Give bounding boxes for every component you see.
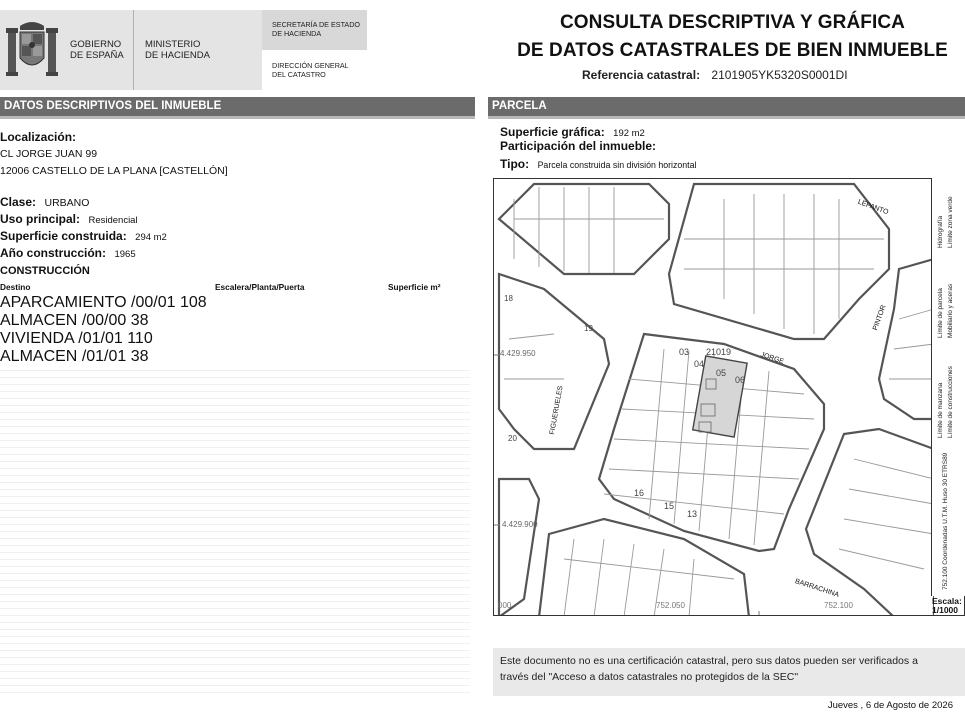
secretaria-label bbox=[272, 21, 360, 38]
ministerio-line1: MINISTERIO bbox=[145, 39, 201, 50]
parcel-number: 15 bbox=[664, 501, 675, 511]
cell-destino: ALMACEN bbox=[0, 312, 78, 329]
parcel-number: 03 bbox=[679, 347, 690, 357]
construccion-title: CONSTRUCCIÓN bbox=[0, 265, 90, 277]
notice-line1: Este documento no es una certificación catastral, pero sus datos pueden ser verificados a bbox=[500, 655, 918, 667]
construccion-table-body bbox=[0, 294, 470, 366]
reference-value: 2101905YK5320S0001DI bbox=[711, 68, 848, 82]
parcel-number: 13 bbox=[687, 509, 698, 519]
coord-label-y1: 4.429.950 bbox=[500, 349, 536, 358]
reference-label: Referencia catastral: bbox=[582, 68, 701, 82]
legend-item-manzana: Límite de manzana bbox=[937, 382, 944, 438]
parcela-section-bar: PARCELA bbox=[488, 97, 965, 116]
coord-label-y2: 4.429.900 bbox=[502, 520, 538, 529]
cell-superficie: 108 bbox=[179, 294, 207, 311]
table-row bbox=[0, 294, 470, 312]
street-label-pintor: PINTOR bbox=[872, 304, 888, 332]
anio-value: 1965 bbox=[114, 249, 136, 260]
parcel-number: 04 bbox=[694, 359, 705, 369]
coord-label-x1: 752.050 bbox=[656, 601, 685, 610]
verification-notice bbox=[493, 648, 965, 696]
gobierno-line1: GOBIERNO bbox=[70, 39, 122, 50]
header-escalera: Escalera/Planta/Puerta bbox=[215, 282, 305, 292]
legend-item-zona-verde: Límite zona verde bbox=[947, 196, 954, 248]
cell-epp: /00/01 bbox=[131, 294, 176, 311]
legend-item-mobiliario: Mobiliario y aceras bbox=[947, 283, 954, 338]
reference-line bbox=[582, 68, 848, 82]
legend-item-hidrografia: Hidrografía bbox=[937, 215, 944, 248]
cell-epp: /01/01 bbox=[81, 348, 127, 365]
divider bbox=[133, 10, 134, 90]
cell-epp: /00/00 bbox=[81, 312, 127, 329]
superficie-value: 294 m2 bbox=[135, 232, 167, 243]
cell-destino: VIVIENDA bbox=[0, 330, 74, 347]
sup-grafica-label: Superficie gráfica: bbox=[500, 125, 605, 139]
government-logo-block bbox=[0, 10, 262, 90]
cell-superficie: 38 bbox=[130, 312, 149, 329]
localizacion-label: Localización: bbox=[0, 130, 77, 144]
government-header bbox=[0, 10, 367, 90]
clase-row bbox=[0, 193, 89, 211]
sup-grafica-value: 192 m2 bbox=[613, 128, 645, 139]
scale-value: 1/1000 bbox=[932, 605, 958, 615]
gobierno-label bbox=[70, 39, 124, 61]
document-date: Jueves , 6 de Agosto de 2026 bbox=[827, 700, 953, 711]
gobierno-line2: DE ESPAÑA bbox=[70, 50, 124, 61]
participacion-label: Participación del inmueble: bbox=[500, 139, 657, 153]
legend-item-parcela: Límite de parcela bbox=[937, 288, 944, 338]
tipo-label: Tipo: bbox=[500, 157, 530, 171]
clase-label: Clase: bbox=[0, 195, 37, 209]
cell-superficie: 110 bbox=[127, 330, 153, 347]
legend-item-construcciones: Límite de construcciones bbox=[947, 366, 954, 438]
header-destino: Destino bbox=[0, 282, 31, 292]
parcel-number: 20 bbox=[508, 434, 517, 443]
uso-value: Residencial bbox=[88, 215, 138, 226]
datos-section-bar: DATOS DESCRIPTIVOS DEL INMUEBLE bbox=[0, 97, 475, 116]
header-superficie: Superficie m² bbox=[388, 282, 441, 292]
parcel-number: 16 bbox=[634, 488, 645, 498]
parcel-number: 06 bbox=[735, 375, 746, 385]
cell-destino: ALMACEN bbox=[0, 348, 78, 365]
direccion-label bbox=[272, 62, 349, 79]
secretaria-block bbox=[262, 10, 367, 90]
parcel-number: 19 bbox=[584, 324, 593, 333]
cell-destino: APARCAMIENTO bbox=[0, 294, 127, 311]
notice-line2: través del "Acceso a datos catastrales no protegidos de la SEC" bbox=[500, 670, 799, 683]
parcel-number: 05 bbox=[716, 368, 727, 378]
coat-of-arms-icon bbox=[4, 18, 60, 80]
cadastral-map[interactable] bbox=[493, 178, 965, 616]
document-title-line1: CONSULTA DESCRIPTIVA Y GRÁFICA bbox=[559, 12, 906, 33]
construccion-table-header bbox=[0, 281, 470, 294]
tipo-row bbox=[500, 155, 696, 173]
street-label-lepanto: LEPANTO bbox=[856, 198, 890, 217]
legend-item-coordenadas: 752.100 Coordenadas U.T.M. Huso 30 ETRS89 bbox=[942, 452, 949, 590]
block-number: 21019 bbox=[706, 347, 732, 357]
cell-superficie: 38 bbox=[130, 348, 149, 365]
cell-epp: /01/01 bbox=[78, 330, 123, 347]
secretaria-line1: SECRETARÍA DE ESTADO bbox=[272, 20, 360, 29]
address-line1: CL JORGE JUAN 99 bbox=[0, 148, 98, 160]
table-header-row bbox=[0, 281, 470, 294]
scale-title: Escala: bbox=[932, 596, 962, 606]
anio-label: Año construcción: bbox=[0, 246, 107, 260]
street-label-jorge: JORGE bbox=[759, 351, 785, 366]
uso-row bbox=[0, 210, 138, 228]
scale-label bbox=[932, 597, 962, 615]
uso-label: Uso principal: bbox=[0, 212, 81, 226]
coord-label-x2: 752.100 bbox=[824, 601, 853, 610]
map-legend bbox=[931, 178, 965, 596]
ministerio-label bbox=[145, 39, 210, 61]
table-row bbox=[0, 312, 470, 330]
ministerio-line2: DE HACIENDA bbox=[145, 50, 210, 61]
table-row bbox=[0, 348, 470, 366]
document-title-line2: DE DATOS CATASTRALES DE BIEN INMUEBLE bbox=[517, 40, 948, 61]
superficie-row bbox=[0, 227, 167, 245]
direccion-line2: DEL CATASTRO bbox=[272, 69, 326, 79]
tipo-value: Parcela construida sin división horizontal bbox=[537, 160, 697, 170]
clase-value: URBANO bbox=[44, 197, 90, 209]
street-label-barrachina: BARRACHINA bbox=[794, 578, 840, 599]
coord-label-x0: 000 bbox=[498, 601, 512, 610]
direccion-line1: DIRECCIÓN GENERAL bbox=[272, 61, 349, 70]
parcel-number: 18 bbox=[504, 294, 513, 303]
address-line2: 12006 CASTELLO DE LA PLANA [CASTELLÓN] bbox=[0, 165, 228, 177]
anio-row bbox=[0, 244, 136, 262]
table-row bbox=[0, 330, 470, 348]
superficie-label: Superficie construida: bbox=[0, 229, 127, 243]
secretaria-line2: DE HACIENDA bbox=[272, 28, 322, 38]
street-label-figueroles: FIGUERUELES bbox=[549, 385, 565, 436]
